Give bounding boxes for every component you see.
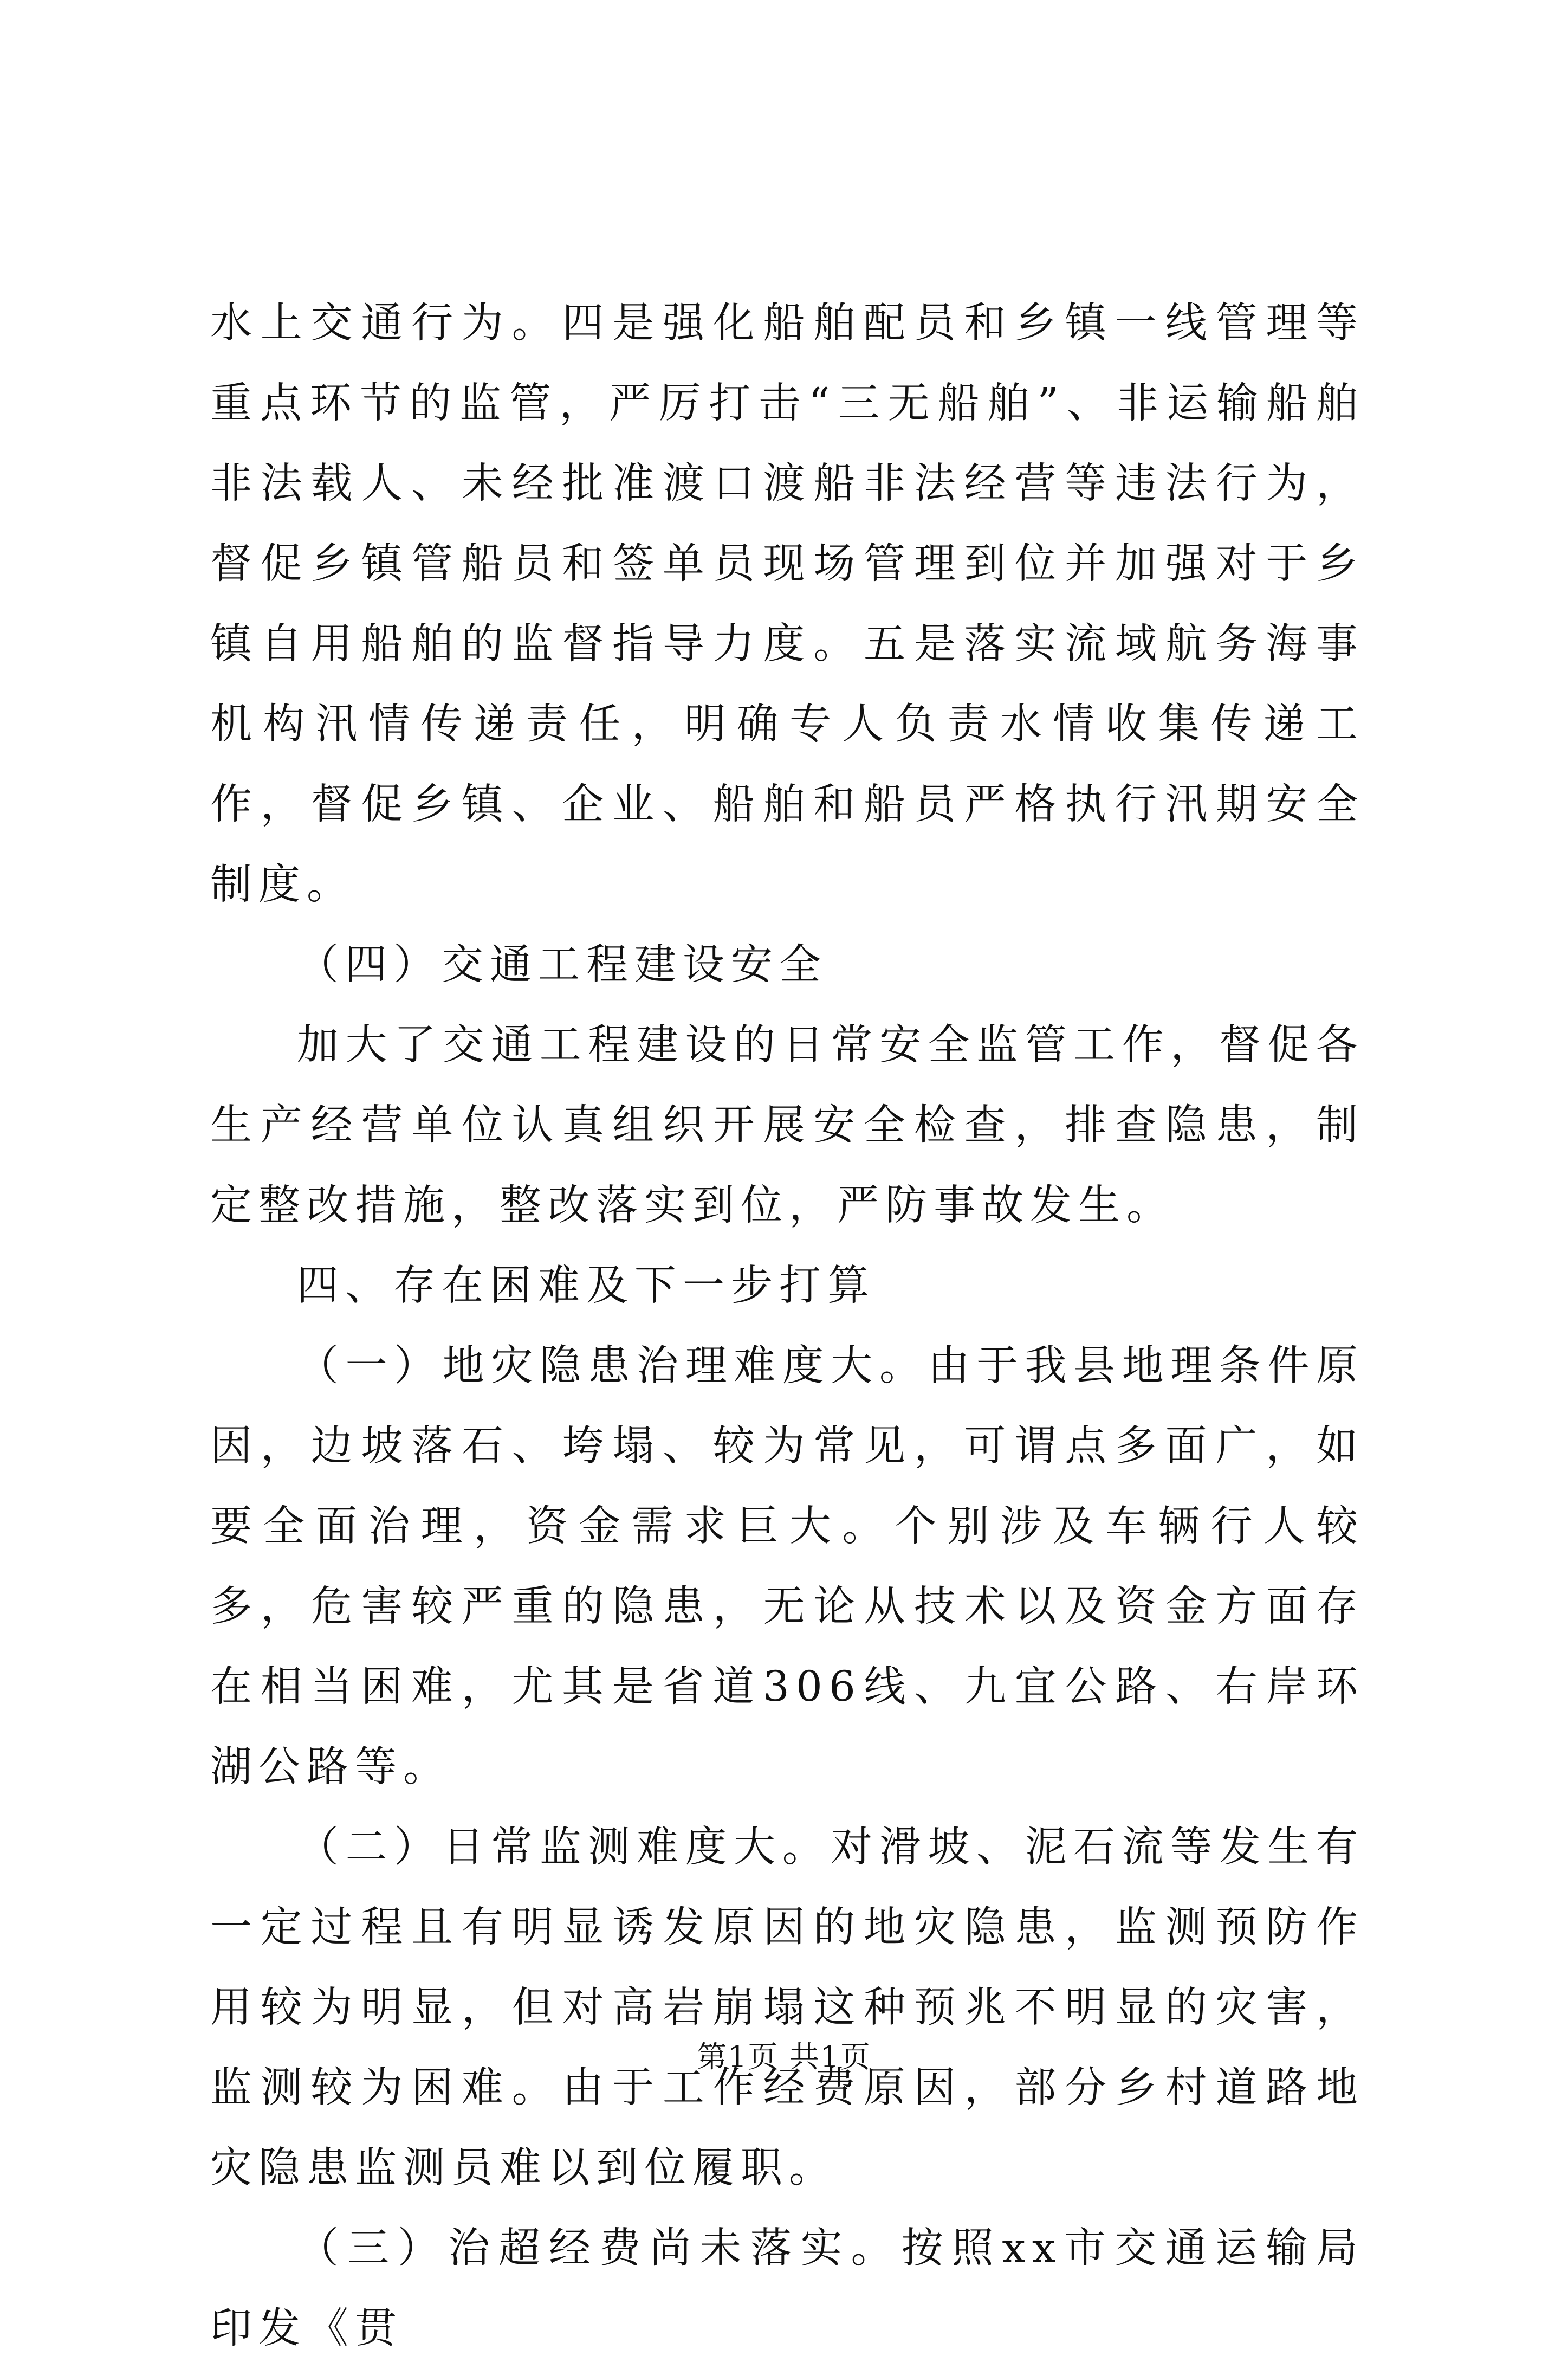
heading-traffic-engineering-safety: （四）交通工程建设安全 — [297, 941, 827, 989]
page-footer: 第1页 共1页 — [697, 2039, 871, 2074]
paragraph-hazard-treatment: （一）地灾隐患治理难度大。由于我县地理条件原因，边坡落石、垮塌、较为常见，可谓点多面广，如要全面治理，资金需求巨大。个别涉及车辆行人较多，危害较严重的隐患，无论从技术以及资金方面存在相当困难，尤其是省道306线、九宜公路、右岸环湖公路等。 — [210, 1342, 1364, 1791]
heading-difficulties-and-plans: 四、存在困难及下一步打算 — [297, 1262, 876, 1310]
paragraph-overload-funding: （三）治超经费尚未落实。按照xx市交通运输局印发《贯 — [210, 2224, 1364, 2353]
paragraph-daily-monitoring: （二）日常监测难度大。对滑坡、泥石流等发生有一定过程且有明显诱发原因的地灾隐患，监测预防作用较为明显，但对高岩崩塌这种预兆不明显的灾害，监测较为困难。由于工作经费原因，部分乡村道路地灾隐患监测员难以到位履职。 — [210, 1823, 1364, 2192]
paragraph-water-traffic: 水上交通行为。四是强化船舶配员和乡镇一线管理等重点环节的监管，严厉打击“三无船舶”、非运输船舶非法载人、未经批准渡口渡船非法经营等违法行为，督促乡镇管船员和签单员现场管理到位并加强对于乡镇自用船舶的监督指导力度。五是落实流域航务海事机构汛情传递责任，明确专人负责水情收集传递工作，督促乡镇、企业、船舶和船员严格执行汛期安全制度。 — [210, 299, 1364, 909]
paragraph-engineering-supervision: 加大了交通工程建设的日常安全监管工作，督促各生产经营单位认真组织开展安全检查，排查隐患，制定整改措施，整改落实到位，严防事故发生。 — [210, 1021, 1364, 1230]
